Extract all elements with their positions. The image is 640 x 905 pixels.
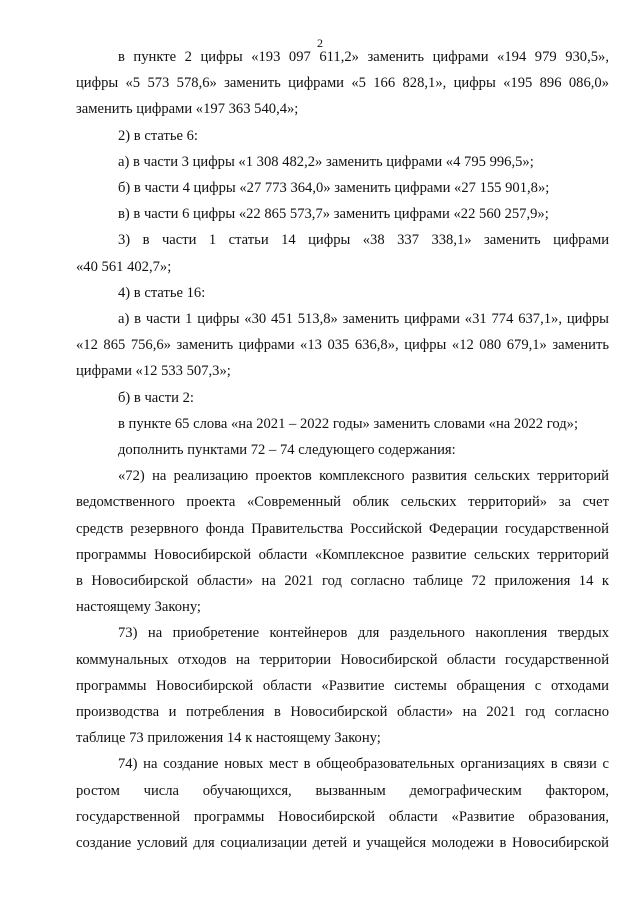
- text-line: ростом числа обучающихся, вызванным демографическим фактором,: [76, 782, 609, 799]
- text-line: 73) на приобретение контейнеров для раздельного накопления твердых: [118, 625, 609, 642]
- text-line: средств резервного фонда Правительства Российской Федерации государственной: [76, 520, 609, 537]
- text-line: в пункте 2 цифры «193 097 611,2» заменить цифрами «194 979 930,5»,: [118, 49, 609, 65]
- text-line: программы Новосибирской области «Комплексное развитие сельских территорий: [76, 546, 609, 563]
- text-line: а) в части 3 цифры «1 308 482,2» заменить цифрами «4 795 996,5»;: [118, 153, 534, 170]
- text-line: ведомственного проекта «Современный облик сельских территорий» за счет: [76, 494, 609, 511]
- text-line: таблице 73 приложения 14 к настоящему Закону;: [76, 730, 381, 747]
- text-line: 2) в статье 6:: [118, 127, 198, 144]
- document-body: [76, 44, 609, 856]
- text-line: б) в части 4 цифры «27 773 364,0» заменить цифрами «27 155 901,8»;: [118, 180, 550, 197]
- text-line: производства и потребления в Новосибирской области» на 2021 год согласно: [76, 704, 609, 721]
- text-line: «12 865 756,6» заменить цифрами «13 035 636,8», цифры «12 080 679,1» заменить: [76, 337, 609, 354]
- text-line: «72) на реализацию проектов комплексного развития сельских территорий: [118, 468, 609, 485]
- text-line: б) в части 2:: [118, 389, 194, 406]
- text-line: цифры «5 573 578,6» заменить цифрами «5 166 828,1», цифры «195 896 086,0»: [76, 75, 609, 92]
- text-line: 3) в части 1 статьи 14 цифры «38 337 338,1» заменить цифрами: [118, 232, 609, 249]
- text-line: заменить цифрами «197 363 540,4»;: [76, 101, 299, 118]
- text-line: в пункте 65 слова «на 2021 – 2022 годы» заменить словами «на 2022 год»;: [118, 415, 579, 432]
- text-line: а) в части 1 цифры «30 451 513,8» заменить цифрами «31 774 637,1», цифры: [118, 311, 609, 328]
- text-line: 4) в статье 16:: [118, 284, 206, 301]
- text-line: дополнить пунктами 72 – 74 следующего содержания:: [118, 442, 456, 459]
- text-line: программы Новосибирской области «Развитие системы обращения с отходами: [76, 677, 609, 694]
- text-line: «40 561 402,7»;: [76, 258, 172, 275]
- text-line: 74) на создание новых мест в общеобразовательных организациях в связи с: [118, 756, 609, 773]
- text-line: цифрами «12 533 507,3»;: [76, 363, 231, 380]
- text-line: создание условий для социализации детей и учащейся молодежи в Новосибирской: [76, 835, 609, 852]
- text-line: в Новосибирской области» на 2021 год согласно таблице 72 приложения 14 к: [76, 573, 609, 590]
- text-line: коммунальных отходов на территории Новосибирской области государственной: [76, 651, 609, 668]
- text-line: настоящему Закону;: [76, 599, 201, 616]
- page-number: 2: [317, 36, 323, 50]
- text-line: в) в части 6 цифры «22 865 573,7» заменить цифрами «22 560 257,9»;: [118, 206, 549, 223]
- text-line: государственной программы Новосибирской области «Развитие образования,: [76, 808, 609, 825]
